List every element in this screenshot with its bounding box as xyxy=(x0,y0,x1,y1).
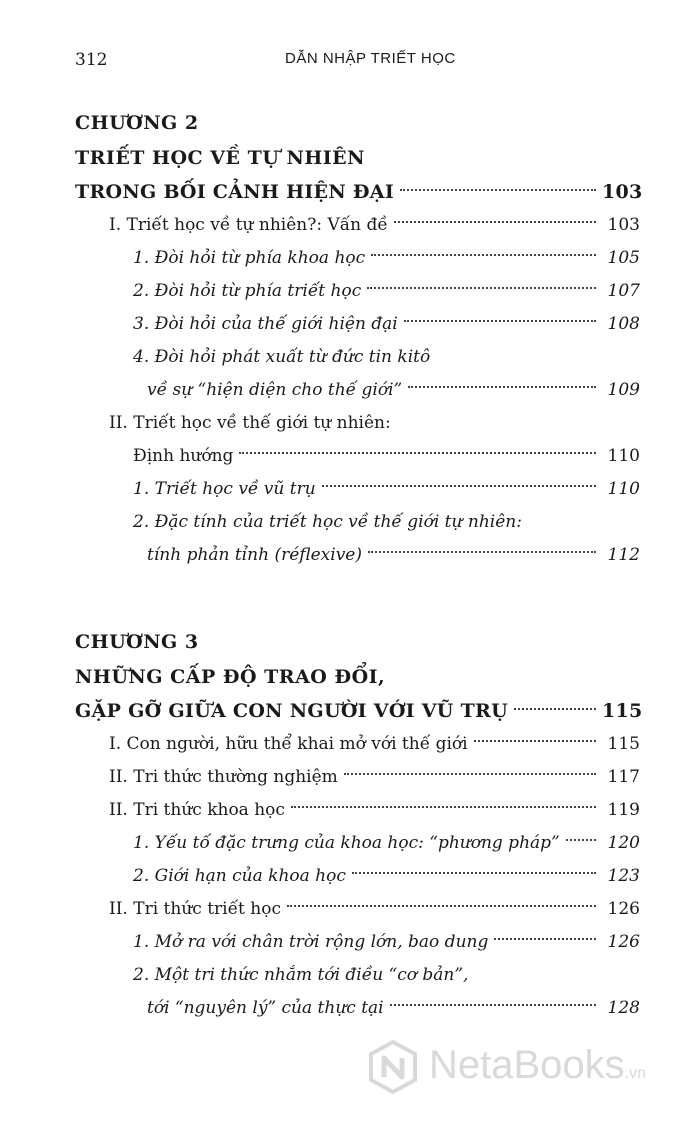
dot-leader xyxy=(394,221,596,223)
toc-entry xyxy=(75,761,640,794)
page-ref: 110 xyxy=(607,446,640,466)
entry-text: II. Tri thức triết học xyxy=(109,899,281,919)
page-ref: 126 xyxy=(607,932,640,952)
dot-leader xyxy=(390,1004,596,1006)
toc-entry xyxy=(75,440,640,473)
entry-text-line1: 4. Đòi hỏi phát xuất từ đức tin kitô xyxy=(133,347,431,367)
toc-entry xyxy=(75,794,640,827)
page-header xyxy=(75,50,640,74)
dot-leader xyxy=(514,708,596,710)
toc-entry xyxy=(75,992,640,1025)
dot-leader xyxy=(400,189,596,191)
toc-entry xyxy=(75,860,640,893)
page-ref: 128 xyxy=(607,998,640,1018)
entry-text: 2. Đòi hỏi từ phía triết học xyxy=(133,281,362,301)
dot-leader xyxy=(239,452,596,454)
entry-text: tới “nguyên lý” của thực tại xyxy=(147,998,384,1018)
page-ref: 103 xyxy=(602,181,643,203)
dot-leader xyxy=(404,320,596,322)
chapter-title-line2: GẶP GỠ GIỮA CON NGƯỜI VỚI VŨ TRỤ xyxy=(75,700,508,722)
chapter-2 xyxy=(75,106,643,572)
chapter-title-line1: TRIẾT HỌC VỀ TỰ NHIÊN xyxy=(75,147,366,169)
watermark-suffix: .vn xyxy=(624,1065,647,1082)
toc-entry xyxy=(75,893,640,926)
page-ref: 115 xyxy=(602,700,643,722)
toc-entry xyxy=(75,827,640,860)
dot-leader xyxy=(566,839,596,841)
page-ref: 126 xyxy=(607,899,640,919)
entry-text: tính phản tỉnh (réflexive) xyxy=(147,545,362,565)
entry-text-line1: 2. Một tri thức nhắm tới điều “cơ bản”, xyxy=(133,965,469,985)
chapter-label: CHƯƠNG 3 xyxy=(75,631,199,653)
dot-leader xyxy=(408,386,596,388)
dot-leader xyxy=(474,740,596,742)
page-ref: 109 xyxy=(607,380,640,400)
entry-text: 1. Mở ra với chân trời rộng lớn, bao dung xyxy=(133,932,489,952)
page-ref: 108 xyxy=(607,314,640,334)
running-title: DẪN NHẬP TRIẾT HỌC xyxy=(285,50,456,67)
entry-text: II. Tri thức thường nghiệm xyxy=(109,767,338,787)
dot-leader xyxy=(368,551,596,553)
toc-entry xyxy=(75,695,643,728)
page-ref: 119 xyxy=(607,800,640,820)
toc-entry xyxy=(75,242,640,275)
dot-leader xyxy=(367,287,596,289)
dot-leader xyxy=(494,938,596,940)
entry-text: II. Tri thức khoa học xyxy=(109,800,285,820)
dot-leader xyxy=(287,905,596,907)
entry-text: 1. Yếu tố đặc trưng của khoa học: “phương pháp” xyxy=(133,833,560,853)
entry-text-line1: II. Triết học về thế giới tự nhiên: xyxy=(109,413,391,433)
dot-leader xyxy=(371,254,596,256)
dot-leader xyxy=(344,773,596,775)
dot-leader xyxy=(352,872,596,874)
toc-entry xyxy=(75,275,640,308)
chapter-title-line1: NHỮNG CẤP ĐỘ TRAO ĐỔI, xyxy=(75,666,386,688)
toc-entry xyxy=(75,374,640,407)
chapter-3 xyxy=(75,625,643,1025)
chapter-label: CHƯƠNG 2 xyxy=(75,112,199,134)
entry-text: 1. Triết học về vũ trụ xyxy=(133,479,316,499)
page-ref: 103 xyxy=(607,215,640,235)
toc-entry xyxy=(75,473,640,506)
watermark-text xyxy=(429,1043,646,1088)
page-ref: 120 xyxy=(607,833,640,853)
entry-text: Định hướng xyxy=(133,446,234,466)
entry-text: về sự “hiện diện cho thế giới” xyxy=(147,380,403,400)
watermark-brand: NetaBooks xyxy=(429,1043,625,1087)
page-ref: 123 xyxy=(607,866,640,886)
toc-entry xyxy=(75,728,640,761)
page-ref: 115 xyxy=(607,734,640,754)
entry-text: I. Triết học về tự nhiên?: Vấn đề xyxy=(109,215,388,235)
entry-text: 1. Đòi hỏi từ phía khoa học xyxy=(133,248,366,268)
page-ref: 117 xyxy=(607,767,640,787)
toc-entry xyxy=(75,308,640,341)
toc-entry xyxy=(75,926,640,959)
toc-entry xyxy=(75,209,640,242)
page-ref: 110 xyxy=(607,479,640,499)
toc-entry xyxy=(75,539,640,572)
entry-text: I. Con người, hữu thể khai mở với thế giới xyxy=(109,734,468,754)
page-ref: 105 xyxy=(607,248,640,268)
dot-leader xyxy=(291,806,596,808)
chapter-title-line2: TRONG BỐI CẢNH HIỆN ĐẠI xyxy=(75,181,395,203)
netabooks-logo-icon xyxy=(365,1039,421,1095)
entry-text: 2. Giới hạn của khoa học xyxy=(133,866,346,886)
entry-text-line1: 2. Đặc tính của triết học về thế giới tự nhiên: xyxy=(133,512,522,532)
page-number: 312 xyxy=(75,50,108,70)
entry-text: 3. Đòi hỏi của thế giới hiện đại xyxy=(133,314,398,334)
watermark xyxy=(365,1035,685,1105)
page-ref: 112 xyxy=(607,545,640,565)
dot-leader xyxy=(322,485,596,487)
toc-entry xyxy=(75,176,643,209)
page-ref: 107 xyxy=(607,281,640,301)
